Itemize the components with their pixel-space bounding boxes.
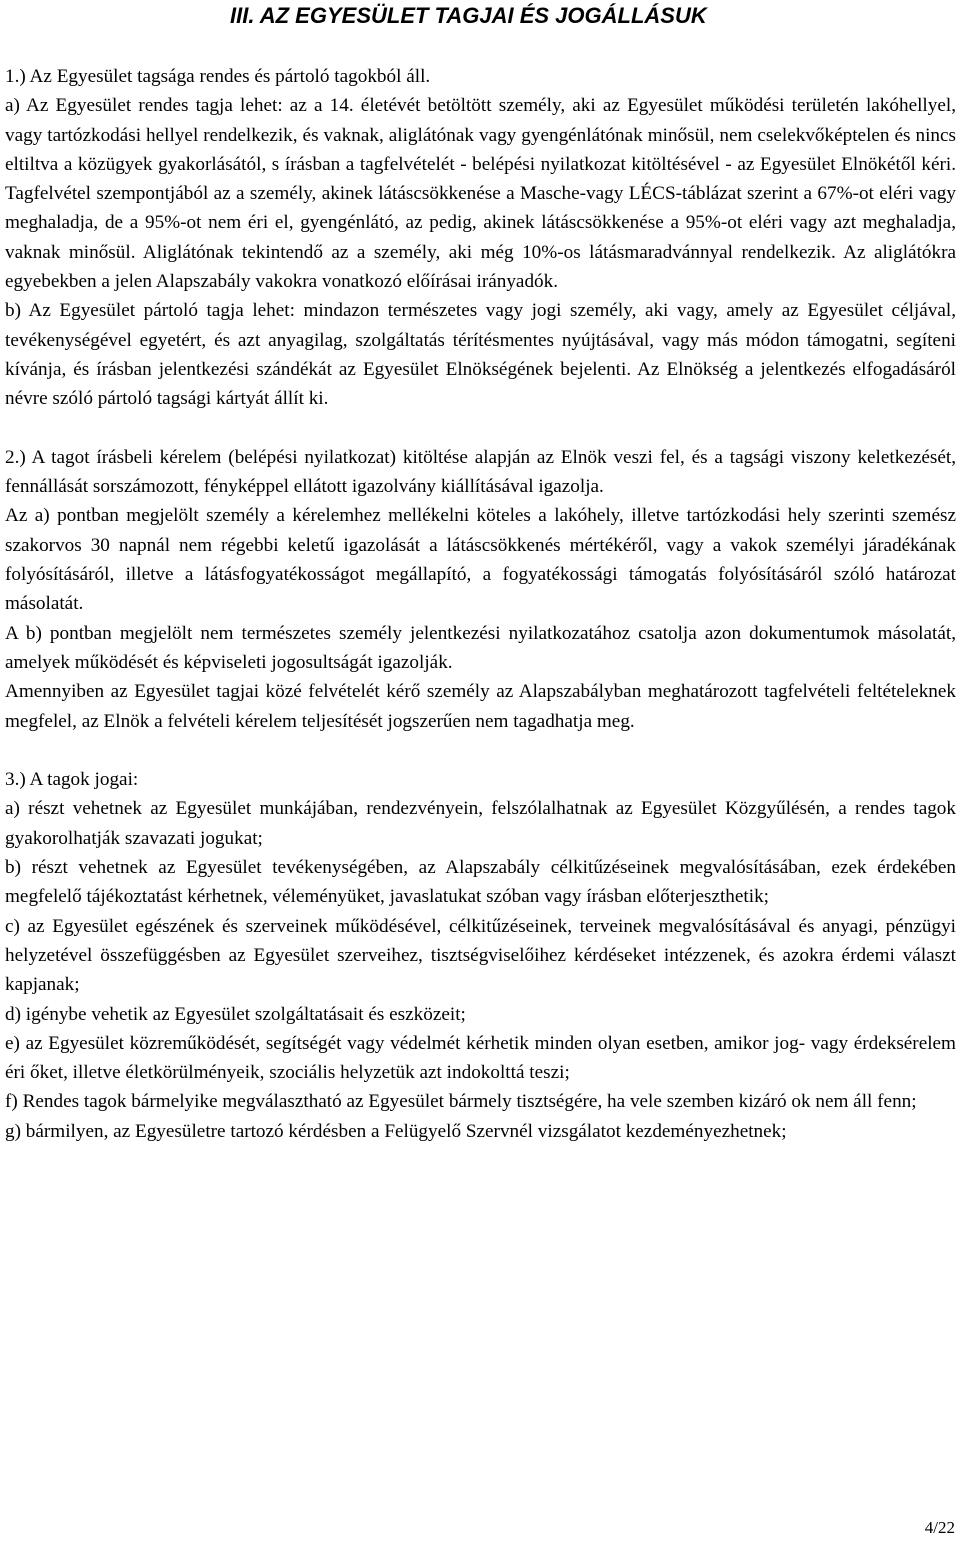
paragraph: g) bármilyen, az Egyesületre tartozó kérdésben a Felügyelő Szervnél vizsgálatot kezdeményezhetnek;	[5, 1120, 787, 1142]
paragraph-gap	[5, 414, 956, 443]
paragraph: e) az Egyesület közreműködését, segítségét vagy védelmét kérhetik minden olyan esetben, amikor jog- vagy érdeksérelem éri őket, illetve életkörülményeik, szociális helyzetük azt indokolttá teszi;	[5, 1032, 956, 1084]
paragraph: a) részt vehetnek az Egyesület munkájában, rendezvényein, felszólalhatnak az Egyesület Közgyűlésén, a rendes tagok gyakorolhatják szavazati jogukat;	[5, 798, 956, 849]
document-body	[5, 62, 956, 1146]
paragraph: 1.) Az Egyesület tagsága rendes és pártoló tagokból áll.	[5, 66, 431, 87]
page-number: 4/22	[924, 1518, 955, 1537]
paragraph: Az a) pontban megjelölt személy a kérelemhez mellékelni köteles a lakóhely, illetve tartózkodási hely szerinti szemész szakorvos 30 napnál nem régebbi keletű igazolását a látáscsökkenés mértékéről, vagy a vakok személyi járadékának folyósításáról, illetve a látásfogyatékosságot megállapító, a fogyatékossági támogatás folyósításáról szóló határozat másolatát.	[5, 505, 956, 615]
paragraph: d) igénybe vehetik az Egyesület szolgáltatásait és eszközeit;	[5, 1003, 466, 1025]
paragraph: 2.) A tagot írásbeli kérelem (belépési nyilatkozat) kitöltése alapján az Elnök veszi fel, és a tagsági viszony keletkezését, fennállását sorszámozott, fényképpel ellátott igazolvány kiállításával igazolja.	[5, 446, 956, 498]
paragraph: b) részt vehetnek az Egyesület tevékenységében, az Alapszabály célkitűzéseinek megvalósításában, ezek érdekében megfelelő tájékoztatást kérhetnek, véleményüket, javaslatukat szóban vagy írásban előterjeszthetik;	[5, 857, 956, 908]
paragraph: f) Rendes tagok bármelyike megválasztható az Egyesület bármely tisztségére, ha vele szemben kizáró ok nem áll fenn;	[5, 1091, 917, 1113]
paragraph: Amennyiben az Egyesület tagjai közé felvételét kérő személy az Alapszabályban meghatározott tagfelvételi feltételeknek megfelel, az Elnök a felvételi kérelem teljesítését jogszerűen nem tagadhatja meg.	[5, 681, 956, 732]
paragraph: 3.) A tagok jogai:	[5, 769, 139, 791]
paragraph: a) Az Egyesület rendes tagja lehet: az a 14. életévét betöltött személy, aki az Egyesület működési területén lakóhellyel, vagy tartózkodási hellyel rendelkezik, és vaknak, aliglátónak vagy gyengénlátónak minősül, nem cselekvőképtelen és nincs eltiltva a közügyek gyakorlásától, s írásban a tagfelvételét - belépési nyilatkozat kitöltésével - az Egyesület Elnökétől kéri. Tagfelvétel szempontjából az a személy, akinek látáscsökkenése a Masche-vagy LÉCS-táblázat szerint a 67%-ot eléri vagy meghaladja, de a 95%-ot nem éri el, gyengénlátó, az pedig, akinek látáscsökkenése a 95%-ot eléri vagy azt meghaladja, vaknak minősül. Aliglátónak tekintendő az a személy, aki még 10%-os látásmaradvánnyal rendelkezik. Az aliglátókra egyebekben a jelen Alapszabály vakokra vonatkozó előírásai irányadók.	[5, 95, 956, 293]
section-heading: III. AZ EGYESÜLET TAGJAI ÉS JOGÁLLÁSUK	[230, 3, 707, 28]
paragraph: b) Az Egyesület pártoló tagja lehet: mindazon természetes vagy jogi személy, aki vagy, amely az Egyesület céljával, tevékenységével egyetért, és azt anyagilag, szolgáltatás térítésmentes nyújtásával, vagy más módon támogatni, segíteni kívánja, és írásban jelentkezési szándékát az Egyesület Elnökségének bejelenti. Az Elnökség a jelentkezés elfogadásáról névre szóló pártoló tagsági kártyát állít ki.	[5, 300, 956, 410]
paragraph: A b) pontban megjelölt nem természetes személy jelentkezési nyilatkozatához csatolja azon dokumentumok másolatát, amelyek működését és képviseleti jogosultságát igazolják.	[5, 622, 956, 673]
paragraph-gap	[5, 736, 956, 765]
paragraph: c) az Egyesület egészének és szerveinek működésével, célkitűzéseinek, terveinek megvalósításával és anyagi, pénzügyi helyzetével összefüggésben az Egyesület szerveihez, tisztségviselőihez kérdéseket intézzenek, és azokra érdemi választ kapjanak;	[5, 915, 956, 996]
